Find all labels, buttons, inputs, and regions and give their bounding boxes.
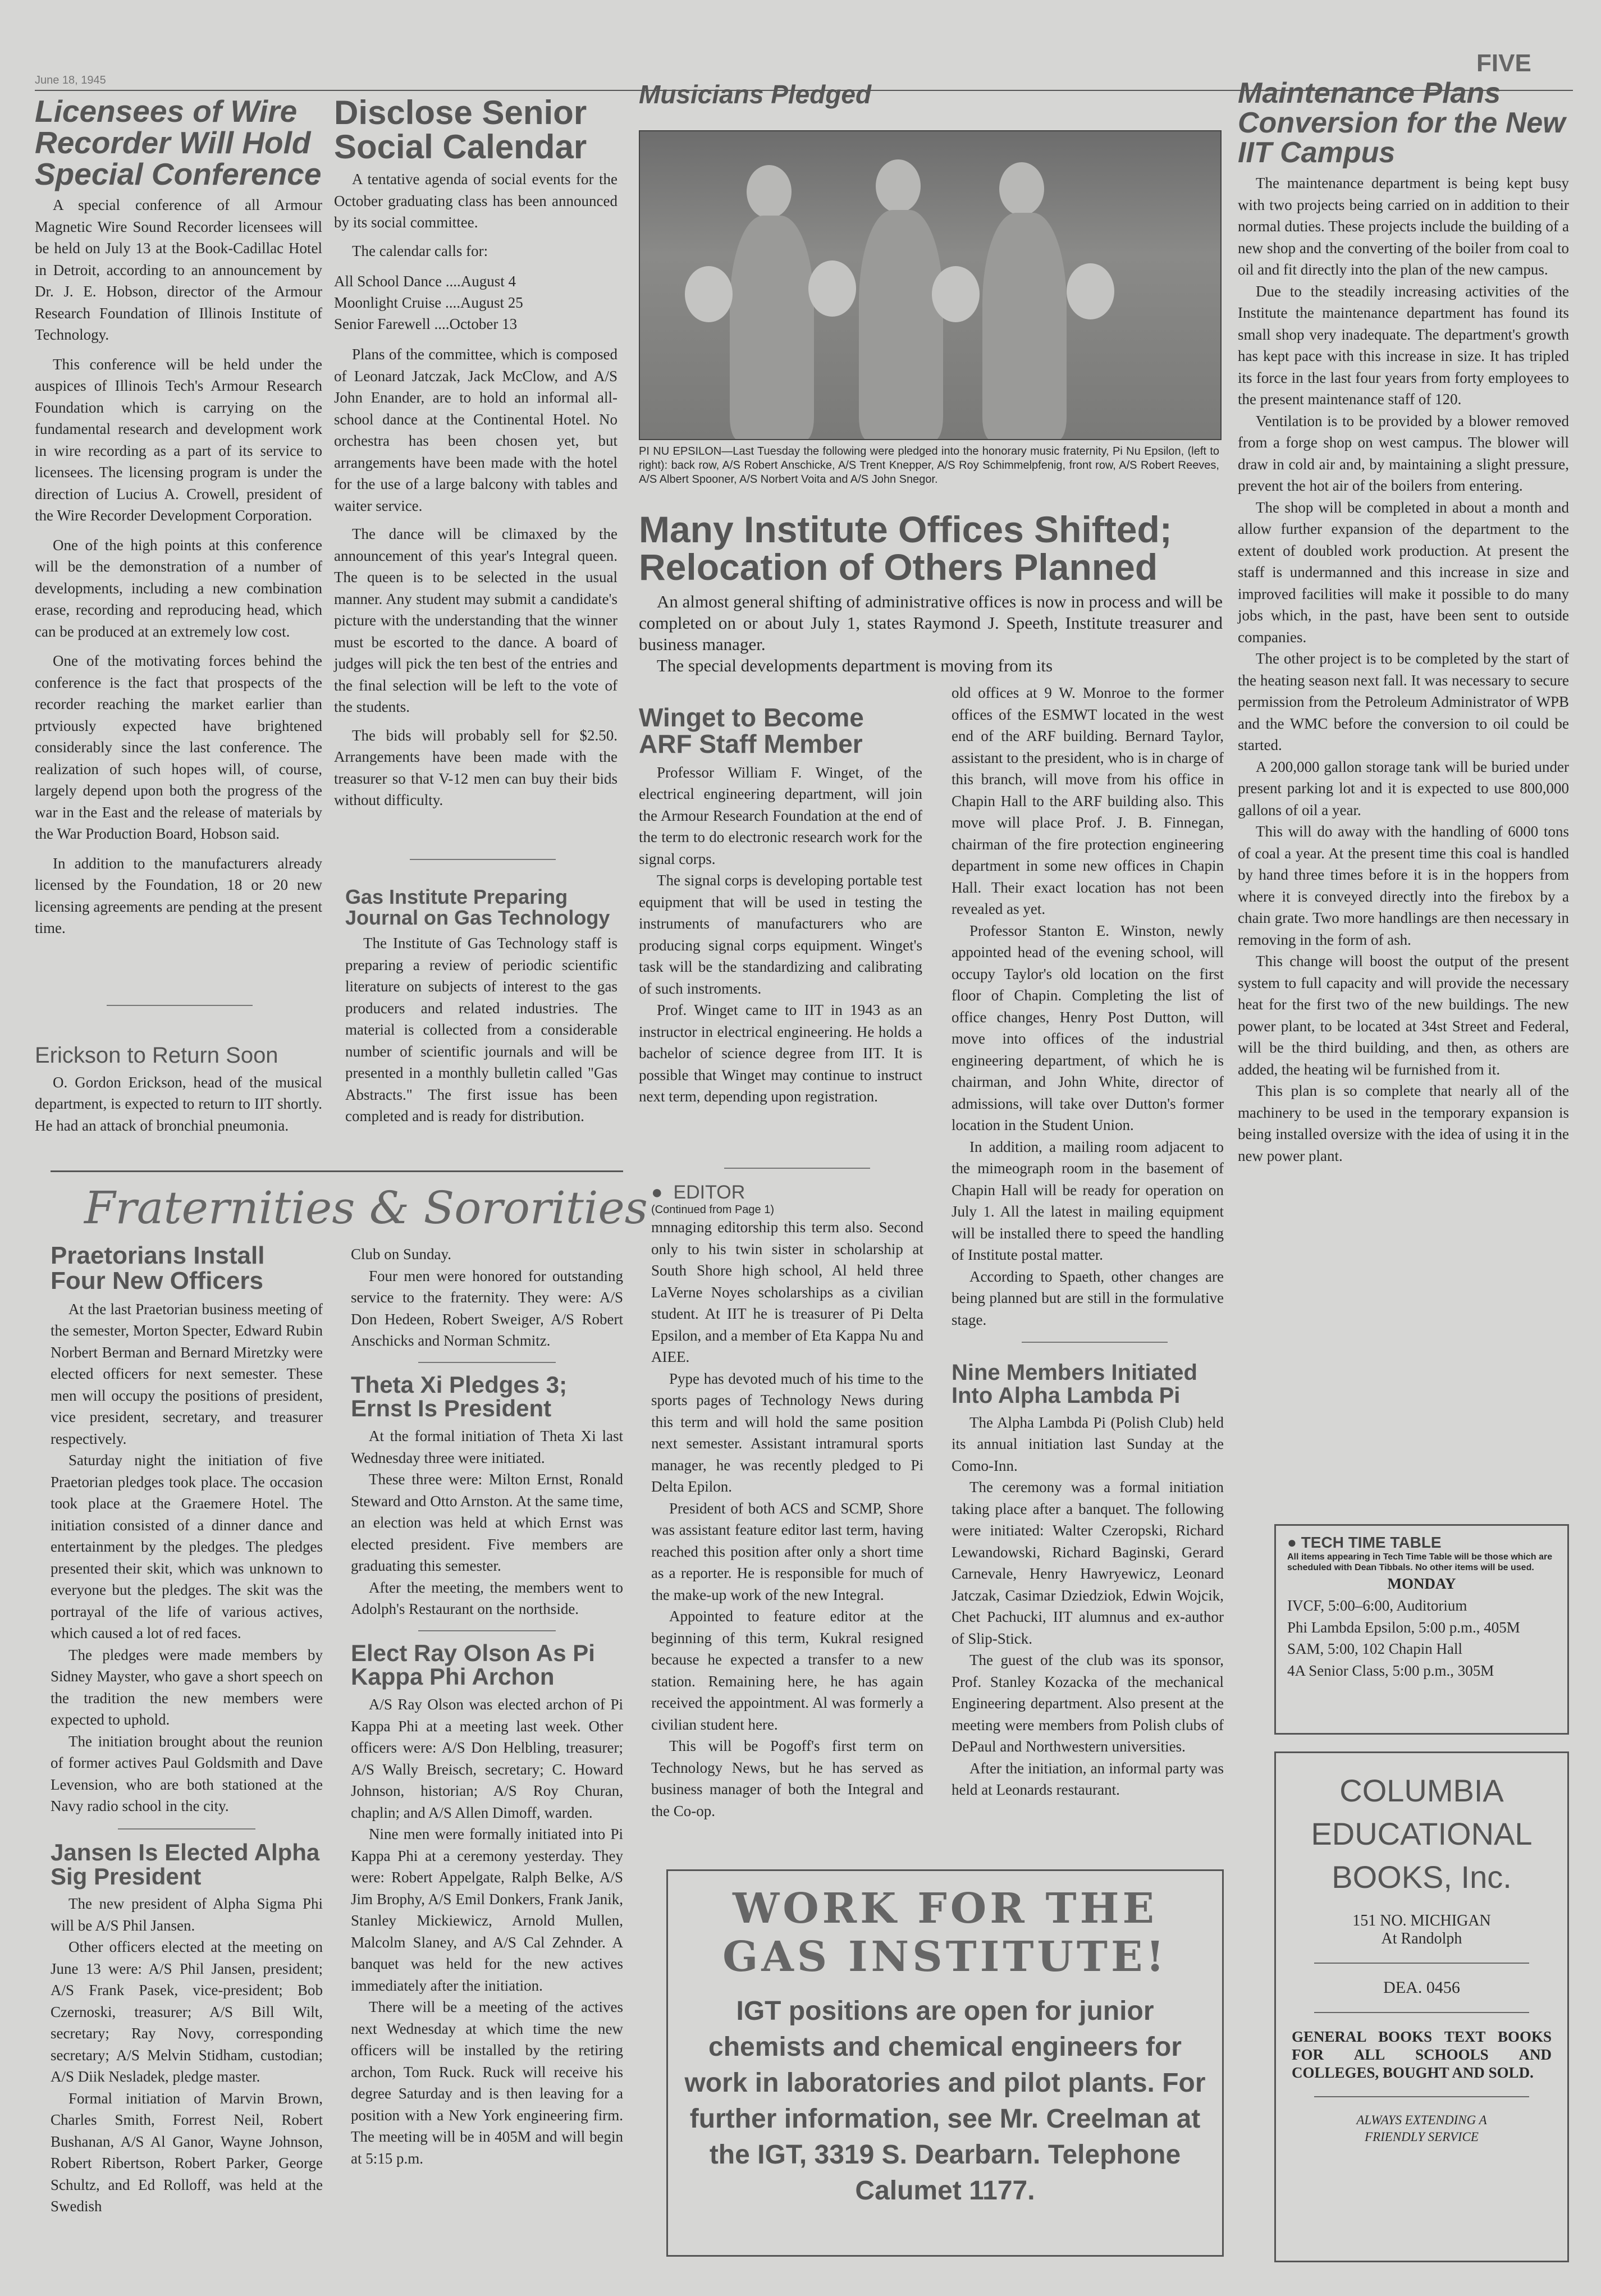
article-alpha-lambda — [952, 1361, 1224, 1801]
headline: Many Institute Offices Shifted; Relocation of Others Planned — [639, 509, 1172, 588]
article-offices-body — [952, 682, 1224, 1330]
paragraph: At the formal initiation of Theta Xi last Wednesday three were initiated. — [351, 1428, 623, 1466]
article-maintenance — [1238, 79, 1569, 1167]
event-date: ....August 25 — [445, 294, 523, 312]
paragraph: This change will boost the output of the present system to full capacity and will provide the necessary heat for the first two of the new buildings. The new power plant, to be located at 34st Street and Federal, will be the third building, and then, as others are added, the heating wil be furnished from it. — [1238, 953, 1569, 1078]
timetable-entry: 4A Senior Class, 5:00 p.m., 305M — [1287, 1662, 1494, 1679]
divider — [1314, 2012, 1529, 2013]
ad-name: EDUCATIONAL — [1311, 1816, 1533, 1851]
paragraph: The initiation brought about the reunion of former actives Paul Goldsmith and Dave Levension, who are both stationed at the Navy radio school in the city. — [51, 1732, 323, 1815]
paragraph: Prof. Winget came to IIT in 1943 as an instructor in electrical engineering. He holds a bachelor of science degree from IIT. It is possible that Winget may continue to instruct next term, depending upon registration. — [639, 1001, 922, 1105]
paragraph: Saturday night the initiation of five Praetorian pledges took place. The occasion took place at the Graemere Hotel. The initiation consisted of a dinner dance and entertainment by the pledges. The pledges presented their skit, which was unknown to everyone but the pledges. The skit was the portrayal of the life of various actives, which caused a lot of red faces. — [51, 1452, 323, 1642]
headline: Licensees of Wire Recorder Will Hold Special Conference — [35, 94, 322, 192]
paragraph: There will be a meeting of the actives next Wednesday at which time the new officers will be installed by the retiring archon, Tom Ruck. Ruck will receive his degree Saturday and is then leaving for a position with a New York engineering firm. The meeting will be in 405M and will begin at 5:15 p.m. — [351, 1998, 623, 2167]
paragraph: The new president of Alpha Sigma Phi will be A/S Phil Jansen. — [51, 1895, 323, 1934]
fraternities-section-title: Fraternities & Sororities — [84, 1182, 648, 1234]
continued-note: (Continued from Page 1) — [651, 1204, 775, 1216]
divider — [118, 1828, 255, 1830]
paragraph: According to Spaeth, other changes are being planned but are still in the formulative stage. — [952, 1268, 1224, 1328]
divider — [724, 1168, 870, 1169]
paragraph: This will be Pogoff's first term on Technology News, but he has served as business manager of both the Integral and the Co-op. — [651, 1737, 923, 1819]
paragraph: The signal corps is developing portable test equipment that will be used in testing the instruments of manufacturers who are producing signal corps equipment. Winget's task will be the standardizing and calibrating of such instroments. — [639, 872, 922, 997]
paragraph: At the last Praetorian business meeting of the semester, Morton Specter, Edward Rubin Norbert Berman and Bernard Miretzky were elected officers for next semester. These men will occupy the positions of president, vice president, secretary, and treasurer respectively. — [51, 1300, 323, 1447]
paragraph: Appointed to feature editor at the beginning of this term, Kukral resigned because he expected a transfer to a new station. Remaining here, he has again received the appointment. Al was formerly a civilian student here. — [651, 1608, 923, 1733]
divider — [1022, 1342, 1168, 1343]
article-winget — [639, 705, 922, 1108]
paragraph: O. Gordon Erickson, head of the musical department, is expected to return to IIT shortly. He had an attack of bronchial pneumonia. — [35, 1073, 322, 1134]
headline: Disclose Senior Social Calendar — [334, 94, 587, 166]
paragraph: The maintenance department is being kept busy with two projects being carried on in addition to their normal duties. These projects include the building of a new shop and the converting of the boiler from coal to oil and fit directly into the plan of the new campus. — [1238, 175, 1569, 278]
columbia-books-ad — [1274, 1751, 1569, 2262]
event-date: ....October 13 — [434, 315, 518, 333]
timetable-entry: IVCF, 5:00–6:00, Auditorium — [1287, 1597, 1467, 1614]
event-item — [334, 292, 617, 313]
timetable-title — [1287, 1534, 1556, 1552]
timetable-entry: Phi Lambda Epsilon, 5:00 p.m., 405M — [1287, 1618, 1520, 1636]
ad-body: IGT positions are open for junior chemists and chemical engineers for work in laboratories and pilot plants. For further information, see Mr. Creelman at the IGT, 3319 S. Dearbarn. Telephone Calumet 1177. — [684, 1996, 1206, 2206]
paragraph: After the initiation, an informal party was held at Leonards restaurant. — [952, 1759, 1224, 1799]
article-praetorians — [51, 1243, 323, 2217]
photo-headline: Musicians Pledged — [639, 80, 872, 109]
ad-cross-street: At Randolph — [1381, 1930, 1462, 1947]
paragraph: The ceremony was a formal initiation taking place after a banquet. The following were initiated: Walter Czeropski, Richard Lewandowski, Richard Baginski, Gerard Carnevale, Henry Hawryewicz, Leonard Jatczak, Casimar Dziedziok, Edwin Wojcik, Chet Pachucki, IIT alumnus and ex-author of Slip-Stick. — [952, 1479, 1224, 1647]
divider — [410, 859, 556, 860]
paragraph: This plan is so complete that nearly all of the machinery to be used in the temporary expansion is being installed oversize with the idea of using it in the new power plant. — [1238, 1082, 1569, 1164]
paragraph: The Institute of Gas Technology staff is preparing a review of periodic scientific literature on subjects of interest to the gas producers and related industries. The material is collected from a considerable number of scientific journals and will be presented in a monthly bulletin called "Gas Abstracts." The first issue has been completed and is ready for distribution. — [345, 935, 617, 1125]
paragraph: A special conference of all Armour Magnetic Wire Sound Recorder licensees will be held on July 13 at the Book-Cadillac Hotel in Detroit, according to an announcement by Dr. J. E. Hobson, director of the Armour Research Foundation of Illinois Institute of Technology. — [35, 196, 322, 344]
person-figure — [932, 266, 980, 322]
person-figure — [982, 213, 1067, 440]
event-name: All School Dance — [334, 273, 442, 290]
fraternity-column-2 — [351, 1243, 623, 2169]
editor-heading — [651, 1182, 923, 1204]
paragraph: One of the motivating forces behind the conference is the fact that prospects of the recorder reaching the market earlier than prtviously expected have brightened considerably since the last conference. The realization of such hopes will, of course, largely depend upon both the progress of the war in the East and the release of materials by the War Production Board, Hobson said. — [35, 652, 322, 843]
headline: EDITOR — [673, 1182, 745, 1203]
paragraph: A 200,000 gallon storage tank will be buried under present parking lot and it is expected to use 800,000 gallons of oil a year. — [1238, 758, 1569, 818]
photo-caption: PI NU EPSILON—Last Tuesday the following were pledged into the honorary music fraternity, Pi Nu Epsilon, (left to right): back row, A/S Robert Anschicke, A/S Trent Knepper, A/S Roy Schimmelpfenig, front row, A/S Robert Reeves, A/S Albert Spooner, A/S Norbert Voita and A/S John Snegor. — [639, 445, 1219, 486]
timetable-day: MONDAY — [1387, 1575, 1456, 1592]
paragraph: Professor William F. Winget, of the electrical engineering department, will join the Armour Research Foundation at the end of the term to do electronic research work for the signal corps. — [639, 763, 922, 867]
person-figure — [685, 266, 733, 322]
person-figure — [859, 210, 943, 440]
event-name: Moonlight Cruise — [334, 294, 442, 312]
page-date: June 18, 1945 — [35, 74, 106, 86]
paragraph: Four men were honored for outstanding service to the fraternity. They were: A/S Don Hedeen, Robert Sweiger, A/S Robert Anschicks and Norman Schmitz. — [351, 1267, 623, 1349]
page-number: FIVE — [1476, 49, 1531, 77]
headline: Jansen Is Elected Alpha Sig President — [51, 1838, 320, 1890]
ad-body: GENERAL BOOKS TEXT BOOKS FOR ALL SCHOOLS AND COLLEGES, BOUGHT AND SOLD. — [1292, 2028, 1552, 2081]
gas-institute-ad — [666, 1869, 1224, 2257]
paragraph: The bids will probably sell for $2.50. Arrangements have been made with the treasurer so that V-12 men can buy their bids without difficulty. — [334, 726, 617, 809]
person-figure — [730, 216, 814, 440]
paragraph: President of both ACS and SCMP, Shore was assistant feature editor last term, having reached this position after only a short time as a reporter. He is responsible for much of the make-up work of the new Integral. — [651, 1499, 923, 1603]
paragraph: This will do away with the handling of 6000 tons of coal a year. At the present time this coal is handled by hand three times before it is in the hoppers from where it is conveyed directly into the firebox by a chain grate. Two more handlings are then necessary in removing in the form of ash. — [1238, 823, 1569, 948]
section-rule — [51, 1170, 623, 1172]
lede: An almost general shifting of administrative offices is now in process and will be completed on or about July 1, states Raymond J. Speeth, Institute treasurer and business manager. — [639, 591, 1223, 654]
divider — [1314, 1963, 1529, 1964]
headline: Maintenance Plans Conversion for the New IIT Campus — [1238, 77, 1566, 170]
ad-name: COLUMBIA — [1339, 1773, 1504, 1808]
paragraph: Professor Stanton E. Winston, newly appointed head of the evening school, will occupy Taylor's old location on the first floor of Chapin. Completing the list of office changes, Henry Post Dutton, will move into offices of the industrial engineering department, of which he is chairman, and John White, director of admissions, will take over Dutton's former location in the Student Union. — [952, 922, 1224, 1133]
event-date: ....August 4 — [445, 273, 516, 290]
paragraph: The guest of the club was its sponsor, Prof. Stanley Kozacka of the mechanical Engineering department. Also present at the meeting were members from Polish clubs of DePaul and Northwestern universities. — [952, 1652, 1224, 1755]
paragraph: In addition, a mailing room adjacent to the mimeograph room in the basement of Chapin Hall will be ready for operation on July 1. All the latest in mailing equipment will be installed there to speed the handling of Institute postal matter. — [952, 1138, 1224, 1263]
paragraph: A/S Ray Olson was elected archon of Pi Kappa Phi at a meeting last week. Other officers were: A/S Don Helbling, treasurer; A/S Wally Breisch, secretary; C. Howard Johnson, historian; A/S Roy Churan, chaplin; and A/S Allen Dimoff, warden. — [351, 1696, 623, 1821]
paragraph: Nine men were formally initiated into Pi Kappa Phi at a ceremony yesterday. They were: Robert Appelgate, Ralph Belke, A/S Jim Brophy, A/S Emil Donkers, Frank Janik, Stanley Mickiewicz, Arnold Mullen, Malcolm Slaney, and A/S Cal Zehnder. A banquet was held for the new actives immediately after the initiation. — [351, 1826, 623, 1994]
paragraph: Due to the steadily increasing activities of the Institute the maintenance department has found its small shop very inadequate. The department's growth has kept pace with this increase in size. It has tripled its force in the last four years from forty employees to the present maintenance staff of 120. — [1238, 282, 1569, 408]
event-item — [334, 313, 617, 335]
paragraph: This conference will be held under the auspices of Illinois Tech's Armour Research Foundation which is carrying on the fundamental research and development work in wire recording as a part of its service to licensees. The licensing program is under the direction of Lucius A. Crowell, president of the Wire Recorder Development Corporation. — [35, 355, 322, 524]
headline: Praetorians Install Four New Officers — [51, 1242, 265, 1295]
paragraph: The other project is to be completed by the start of the heating season next fall. It was necessary to secure permission from the Petroleum Administrator of WPB and the WMC before the conversion to oil could be started. — [1238, 650, 1569, 754]
headline: Erickson to Return Soon — [35, 1043, 278, 1068]
person-figure — [1067, 263, 1114, 319]
person-figure — [747, 165, 792, 218]
ad-title: GAS INSTITUTE! — [722, 1933, 1168, 1981]
paragraph: One of the high points at this conference will be the demonstration of a number of developments, including a new combination erase, recording and reproducing head, which can be produced at an extremely low cost. — [35, 536, 322, 640]
person-figure — [876, 159, 921, 213]
article-editor — [651, 1182, 923, 1822]
divider — [418, 1362, 556, 1363]
paragraph: Plans of the committee, which is composed of Leonard Jatczak, Jack McClow, and A/S John Enander, are to hold an informal all-school dance at the Continental Hotel. No orchestra has been chosen yet, but arrangements have been made with the hotel for the use of a large balcony with tables and waiter service. — [334, 346, 617, 514]
musicians-photo — [639, 130, 1222, 440]
ad-phone: DEA. 0456 — [1383, 1978, 1460, 1997]
article-social-calendar — [334, 95, 617, 811]
paragraph: Other officers elected at the meeting on June 13 were: A/S Phil Jansen, president; A/S Frank Pasek, vice-president; Bob Czernoski, treasurer; A/S Bill Wilt, secretary; Ray Novy, corresponding secretary; A/S Melvin Stidham, custodian; A/S Diik Nesladek, pledge master. — [51, 1938, 323, 2085]
ad-slogan: ALWAYS EXTENDING A FRIENDLY SERVICE — [1356, 2113, 1487, 2144]
paragraph: Pype has devoted much of his time to the sports pages of Technology News during this term and will hold the same position next semester. Assistant intramural sports manager, he was recently pledged to Pi Delta Epilon. — [651, 1370, 923, 1495]
article-gas-journal — [345, 887, 617, 1127]
paragraph: The dance will be climaxed by the announcement of this year's Integral queen. The queen is to be selected in the usual manner. Any student may submit a candidate's picture with the understanding that the winner must be escorted to the dance. A board of judges will pick the ten best of the entries and the final selection will be left to the vote of the students. — [334, 525, 617, 716]
headline: Nine Members Initiated Into Alpha Lambda Pi — [952, 1360, 1197, 1408]
headline: Elect Ray Olson As Pi Kappa Phi Archon — [351, 1639, 595, 1690]
event-name: Senior Farewell — [334, 315, 431, 333]
paragraph: Club on Sunday. — [351, 1246, 452, 1263]
paragraph: The pledges were made members by Sidney Mayster, who gave a short speech on the tradition the new members were expected to uphold. — [51, 1646, 323, 1728]
headline: Theta Xi Pledges 3; Ernst Is President — [351, 1371, 568, 1422]
paragraph: Formal initiation of Marvin Brown, Charles Smith, Forrest Neil, Robert Bushanan, A/S Al Ganor, Wayne Johnson, Robert Ribertson, Robert Parker, George Schultz, and Ed Rolloff, was held at the Swedish — [51, 2089, 323, 2215]
article-wire-recorder — [35, 95, 322, 939]
paragraph: Ventilation is to be provided by a blower removed from a forge shop on west campus. The blower will draw in cold air and, by maintaining a slight pressure, prevent the hot air of the boilers from entering. — [1238, 412, 1569, 495]
paragraph: mnnaging editorship this term also. Second only to his twin sister in scholarship at South Shore high school, Al held three LaVerne Noyes scholarships as a civilian student. At IIT he is treasurer of Pi Delta Epsilon, and a member of Eta Kappa Nu and AIEE. — [651, 1219, 923, 1365]
headline: Gas Institute Preparing Journal on Gas Technology — [345, 885, 610, 929]
tech-time-table — [1274, 1524, 1569, 1735]
headline: Winget to Become ARF Staff Member — [639, 703, 864, 758]
ad-name: BOOKS, Inc. — [1332, 1859, 1512, 1895]
article-offices-lede — [639, 511, 1223, 676]
lede: The special developments department is moving from its — [657, 655, 1053, 675]
paragraph: In addition to the manufacturers already licensed by the Foundation, 18 or 20 new licensing agreements are pending at the present time. — [35, 854, 322, 937]
divider — [107, 1005, 253, 1006]
divider — [418, 1630, 556, 1631]
paragraph: The shop will be completed in about a month and allow further expansion of the department to the extent of doubled work production. At present the staff is undermanned and this increase in size and improved facilities will make it possible to do many jobs which, in the past, have been sent to outside companies. — [1238, 498, 1569, 646]
event-item — [334, 271, 617, 292]
divider — [1314, 2096, 1529, 2097]
paragraph: A tentative agenda of social events for the October graduating class has been announced by its social committee. — [334, 171, 617, 231]
paragraph: old offices at 9 W. Monroe to the former offices of the ESMWT located in the west end of the ARF building. Bernard Taylor, assistant to the president, who is in charge of this branch, will move from his office in Chapin Hall to the ARF building also. This move will place Prof. J. B. Finnegan, chairman of the fire protection engineering department in some new offices in Chapin Hall. Their exact location has not been revealed as yet. — [952, 684, 1224, 917]
paragraph: These three were: Milton Ernst, Ronald Steward and Otto Arnston. At the same time, an election was held at which Ernst was elected president. Five members are graduating this semester. — [351, 1471, 623, 1575]
article-erickson — [35, 1044, 322, 1136]
paragraph: The calendar calls for: — [352, 242, 488, 259]
title: TECH TIME TABLE — [1301, 1534, 1442, 1551]
bullet-icon: ● — [651, 1182, 663, 1203]
person-figure — [999, 162, 1044, 216]
paragraph: After the meeting, the members went to Adolph's Restaurant on the northside. — [351, 1579, 623, 1618]
timetable-entry: SAM, 5:00, 102 Chapin Hall — [1287, 1640, 1463, 1657]
bullet-icon: ● — [1287, 1534, 1297, 1551]
ad-address: 151 NO. MICHIGAN — [1352, 1912, 1491, 1929]
ad-title: WORK FOR THE — [733, 1885, 1158, 1933]
timetable-note: All items appearing in Tech Time Table will be those which are scheduled with Dean Tibbals. No other items will be used. — [1287, 1552, 1553, 1572]
paragraph: The Alpha Lambda Pi (Polish Club) held its annual initiation last Sunday at the Como-Inn. — [952, 1414, 1224, 1474]
event-list — [334, 271, 617, 335]
person-figure — [808, 260, 856, 317]
